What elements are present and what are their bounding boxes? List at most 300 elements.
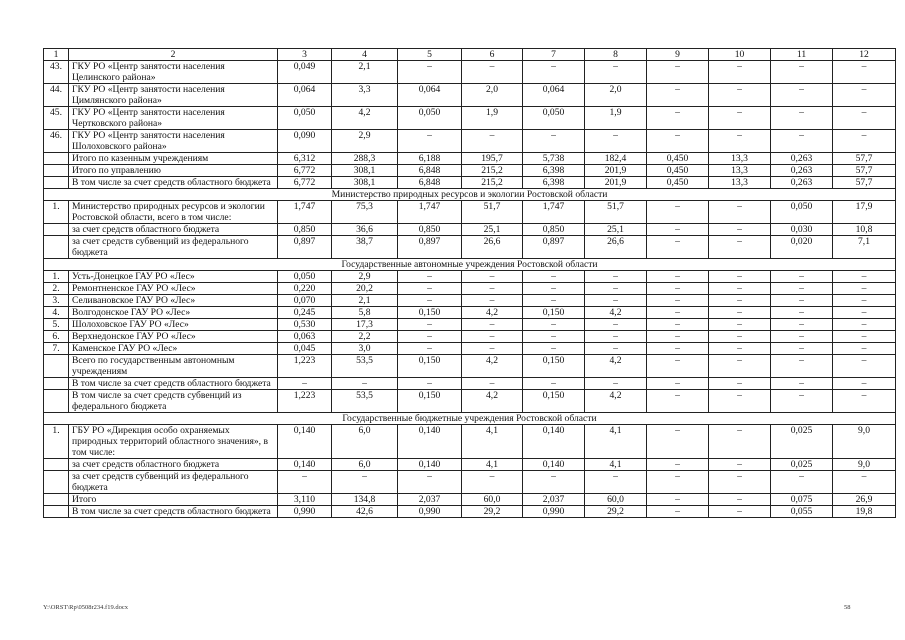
row-number: 1.	[44, 425, 69, 459]
value-cell: 3,3	[332, 84, 398, 107]
row-number: 5.	[44, 319, 69, 331]
value-cell: 10,8	[833, 224, 896, 236]
value-cell: 4,2	[462, 390, 523, 413]
value-cell: 75,3	[332, 201, 398, 224]
row-number: 45.	[44, 107, 69, 130]
value-cell: –	[709, 471, 771, 494]
value-cell: 0,990	[523, 506, 585, 518]
value-cell: –	[647, 319, 709, 331]
value-cell: 0,050	[771, 201, 833, 224]
value-cell: –	[709, 295, 771, 307]
table-row	[44, 295, 896, 307]
row-label: В том числе за счет средств областного бюджета	[69, 506, 278, 518]
value-cell: –	[771, 471, 833, 494]
value-cell: 0,050	[398, 107, 462, 130]
value-cell: –	[398, 331, 462, 343]
value-cell: –	[398, 343, 462, 355]
value-cell: –	[647, 459, 709, 471]
row-label: ГКУ РО «Центр занятости населения Шолоховского района»	[69, 130, 278, 153]
value-cell: 4,2	[585, 307, 647, 319]
value-cell: 6,848	[398, 177, 462, 189]
value-cell: –	[771, 307, 833, 319]
value-cell: 6,312	[278, 153, 332, 165]
value-cell: 0,850	[278, 224, 332, 236]
value-cell: –	[771, 331, 833, 343]
table-row	[44, 84, 896, 107]
value-cell: –	[398, 283, 462, 295]
value-cell: –	[523, 343, 585, 355]
section-row	[44, 259, 896, 271]
value-cell: 1,747	[398, 201, 462, 224]
value-cell: –	[398, 295, 462, 307]
value-cell: 215,2	[462, 177, 523, 189]
value-cell: 0,150	[398, 390, 462, 413]
value-cell: –	[462, 271, 523, 283]
header-cell: 3	[278, 49, 332, 61]
value-cell: 2,9	[332, 271, 398, 283]
value-cell: 1,747	[523, 201, 585, 224]
value-cell: 3,0	[332, 343, 398, 355]
value-cell: 5,738	[523, 153, 585, 165]
value-cell: 0,245	[278, 307, 332, 319]
row-label: Каменское ГАУ РО «Лес»	[69, 343, 278, 355]
value-cell: 4,1	[462, 459, 523, 471]
value-cell: –	[833, 319, 896, 331]
value-cell: 0,025	[771, 425, 833, 459]
value-cell: 38,7	[332, 236, 398, 259]
value-cell: –	[771, 343, 833, 355]
row-label: Верхнедонское ГАУ РО «Лес»	[69, 331, 278, 343]
value-cell: –	[771, 355, 833, 378]
value-cell: –	[278, 471, 332, 494]
value-cell: 51,7	[585, 201, 647, 224]
table-row	[44, 236, 896, 259]
value-cell: 2,037	[398, 494, 462, 506]
value-cell: 308,1	[332, 177, 398, 189]
value-cell: –	[833, 283, 896, 295]
value-cell: –	[709, 459, 771, 471]
table-row	[44, 331, 896, 343]
row-number	[44, 165, 69, 177]
row-label: В том числе за счет средств областного бюджета	[69, 378, 278, 390]
header-cell: 6	[462, 49, 523, 61]
table-row	[44, 319, 896, 331]
value-cell: –	[709, 130, 771, 153]
value-cell: 0,045	[278, 343, 332, 355]
value-cell: 17,3	[332, 319, 398, 331]
value-cell: –	[647, 506, 709, 518]
value-cell: –	[771, 295, 833, 307]
value-cell: 288,3	[332, 153, 398, 165]
table-row	[44, 61, 896, 84]
header-cell: 12	[833, 49, 896, 61]
value-cell: –	[647, 331, 709, 343]
header-cell: 1	[44, 49, 69, 61]
value-cell: –	[585, 331, 647, 343]
row-label: Итого по управлению	[69, 165, 278, 177]
value-cell: 0,450	[647, 165, 709, 177]
row-label: ГКУ РО «Центр занятости населения Целинского района»	[69, 61, 278, 84]
value-cell: –	[771, 61, 833, 84]
table-body	[44, 49, 896, 518]
value-cell: –	[398, 130, 462, 153]
table-row	[44, 283, 896, 295]
value-cell: 0,050	[523, 107, 585, 130]
value-cell: –	[709, 343, 771, 355]
value-cell: 25,1	[462, 224, 523, 236]
value-cell: –	[647, 307, 709, 319]
value-cell: –	[398, 61, 462, 84]
table-row	[44, 471, 896, 494]
value-cell: –	[709, 236, 771, 259]
value-cell: –	[523, 471, 585, 494]
value-cell: 0,050	[278, 107, 332, 130]
table-row	[44, 177, 896, 189]
value-cell: 0,263	[771, 177, 833, 189]
value-cell: –	[462, 319, 523, 331]
value-cell: 6,398	[523, 165, 585, 177]
value-cell: –	[398, 319, 462, 331]
value-cell: 6,772	[278, 177, 332, 189]
row-label: Ремонтненское ГАУ РО «Лес»	[69, 283, 278, 295]
value-cell: 9,0	[833, 425, 896, 459]
value-cell: 9,0	[833, 459, 896, 471]
value-cell: 0,990	[278, 506, 332, 518]
table-row	[44, 271, 896, 283]
value-cell: –	[585, 130, 647, 153]
table-row	[44, 201, 896, 224]
value-cell: 0,990	[398, 506, 462, 518]
value-cell: –	[585, 283, 647, 295]
value-cell: 60,0	[585, 494, 647, 506]
value-cell: –	[523, 61, 585, 84]
header-cell: 11	[771, 49, 833, 61]
value-cell: –	[585, 343, 647, 355]
header-cell: 8	[585, 49, 647, 61]
value-cell: –	[771, 283, 833, 295]
value-cell: –	[709, 61, 771, 84]
row-number	[44, 471, 69, 494]
value-cell: –	[709, 84, 771, 107]
value-cell: –	[833, 271, 896, 283]
value-cell: –	[523, 331, 585, 343]
value-cell: 26,9	[833, 494, 896, 506]
value-cell: 1,9	[462, 107, 523, 130]
value-cell: –	[585, 295, 647, 307]
value-cell: 0,450	[647, 153, 709, 165]
value-cell: 0,150	[398, 355, 462, 378]
value-cell: –	[833, 378, 896, 390]
value-cell: –	[647, 283, 709, 295]
row-label: В том числе за счет средств областного бюджета	[69, 177, 278, 189]
value-cell: 6,772	[278, 165, 332, 177]
value-cell: 0,850	[523, 224, 585, 236]
row-number: 46.	[44, 130, 69, 153]
value-cell: 0,020	[771, 236, 833, 259]
value-cell: 0,450	[647, 177, 709, 189]
row-label: ГКУ РО «Центр занятости населения Цимлянского района»	[69, 84, 278, 107]
value-cell: –	[647, 130, 709, 153]
row-number	[44, 236, 69, 259]
value-cell: 0,140	[523, 425, 585, 459]
value-cell: –	[462, 331, 523, 343]
value-cell: 0,897	[523, 236, 585, 259]
value-cell: –	[462, 295, 523, 307]
value-cell: 0,897	[398, 236, 462, 259]
value-cell: 0,150	[523, 355, 585, 378]
value-cell: 26,6	[462, 236, 523, 259]
value-cell: –	[833, 307, 896, 319]
table-row	[44, 390, 896, 413]
row-number: 4.	[44, 307, 69, 319]
value-cell: –	[647, 271, 709, 283]
table-row	[44, 343, 896, 355]
table-row	[44, 224, 896, 236]
value-cell: 2,0	[585, 84, 647, 107]
row-label: Селивановское ГАУ РО «Лес»	[69, 295, 278, 307]
value-cell: 308,1	[332, 165, 398, 177]
value-cell: –	[523, 378, 585, 390]
value-cell: 6,0	[332, 425, 398, 459]
value-cell: 0,530	[278, 319, 332, 331]
value-cell: 17,9	[833, 201, 896, 224]
value-cell: 182,4	[585, 153, 647, 165]
value-cell: –	[523, 130, 585, 153]
value-cell: 1,223	[278, 355, 332, 378]
row-number	[44, 378, 69, 390]
row-label: Шолоховское ГАУ РО «Лес»	[69, 319, 278, 331]
value-cell: 2,1	[332, 61, 398, 84]
value-cell: –	[398, 471, 462, 494]
value-cell: –	[585, 61, 647, 84]
value-cell: –	[647, 295, 709, 307]
row-number: 3.	[44, 295, 69, 307]
row-label: Всего по государственным автономным учреждениям	[69, 355, 278, 378]
table-row	[44, 130, 896, 153]
value-cell: 0,140	[523, 459, 585, 471]
value-cell: 0,897	[278, 236, 332, 259]
value-cell: 53,5	[332, 390, 398, 413]
row-number: 1.	[44, 201, 69, 224]
value-cell: 57,7	[833, 177, 896, 189]
table-row	[44, 425, 896, 459]
header-cell: 10	[709, 49, 771, 61]
header-cell: 7	[523, 49, 585, 61]
value-cell: –	[709, 425, 771, 459]
value-cell: 0,064	[278, 84, 332, 107]
value-cell: –	[462, 471, 523, 494]
value-cell: –	[523, 283, 585, 295]
value-cell: –	[771, 130, 833, 153]
value-cell: –	[523, 271, 585, 283]
row-number	[44, 177, 69, 189]
table-row	[44, 153, 896, 165]
value-cell: 0,075	[771, 494, 833, 506]
value-cell: –	[771, 319, 833, 331]
value-cell: 29,2	[585, 506, 647, 518]
value-cell: –	[647, 84, 709, 107]
value-cell: –	[647, 236, 709, 259]
value-cell: –	[709, 224, 771, 236]
value-cell: –	[585, 271, 647, 283]
value-cell: –	[462, 130, 523, 153]
value-cell: 0,064	[398, 84, 462, 107]
value-cell: 2,2	[332, 331, 398, 343]
value-cell: 2,0	[462, 84, 523, 107]
value-cell: 6,848	[398, 165, 462, 177]
value-cell: 195,7	[462, 153, 523, 165]
value-cell: –	[709, 283, 771, 295]
value-cell: 20,2	[332, 283, 398, 295]
value-cell: 13,3	[709, 165, 771, 177]
value-cell: –	[462, 343, 523, 355]
value-cell: 29,2	[462, 506, 523, 518]
value-cell: 4,2	[585, 355, 647, 378]
value-cell: –	[833, 390, 896, 413]
value-cell: 4,1	[585, 425, 647, 459]
row-number	[44, 390, 69, 413]
header-cell: 4	[332, 49, 398, 61]
value-cell: –	[833, 295, 896, 307]
row-label: Итого по казенным учреждениям	[69, 153, 278, 165]
value-cell: 0,090	[278, 130, 332, 153]
header-cell: 9	[647, 49, 709, 61]
value-cell: 4,1	[585, 459, 647, 471]
value-cell: –	[647, 378, 709, 390]
row-label: Волгодонское ГАУ РО «Лес»	[69, 307, 278, 319]
row-label: за счет средств субвенций из федерального бюджета	[69, 471, 278, 494]
row-label: ГКУ РО «Центр занятости населения Чертковского района»	[69, 107, 278, 130]
value-cell: 0,063	[278, 331, 332, 343]
value-cell: 0,140	[278, 425, 332, 459]
value-cell: –	[647, 61, 709, 84]
value-cell: –	[647, 390, 709, 413]
value-cell: –	[398, 378, 462, 390]
row-label: за счет средств субвенций из федерального бюджета	[69, 236, 278, 259]
row-number: 44.	[44, 84, 69, 107]
value-cell: –	[833, 343, 896, 355]
row-number: 7.	[44, 343, 69, 355]
value-cell: –	[585, 471, 647, 494]
value-cell: –	[647, 201, 709, 224]
value-cell: –	[462, 378, 523, 390]
row-number	[44, 506, 69, 518]
value-cell: –	[647, 224, 709, 236]
value-cell: –	[398, 271, 462, 283]
value-cell: 0,140	[398, 425, 462, 459]
value-cell: –	[585, 378, 647, 390]
value-cell: 0,070	[278, 295, 332, 307]
value-cell: –	[709, 390, 771, 413]
value-cell: –	[523, 319, 585, 331]
header-cell: 2	[69, 49, 278, 61]
value-cell: 42,6	[332, 506, 398, 518]
value-cell: –	[332, 378, 398, 390]
value-cell: –	[709, 307, 771, 319]
table-row	[44, 494, 896, 506]
row-label: за счет средств областного бюджета	[69, 459, 278, 471]
value-cell: 53,5	[332, 355, 398, 378]
value-cell: 0,150	[523, 390, 585, 413]
value-cell: 0,055	[771, 506, 833, 518]
value-cell: 25,1	[585, 224, 647, 236]
value-cell: 7,1	[833, 236, 896, 259]
value-cell: 1,9	[585, 107, 647, 130]
value-cell: 0,263	[771, 165, 833, 177]
value-cell: 4,2	[462, 355, 523, 378]
value-cell: 215,2	[462, 165, 523, 177]
section-title: Министерство природных ресурсов и экологии Ростовской области	[44, 189, 896, 201]
value-cell: 1,223	[278, 390, 332, 413]
value-cell: –	[771, 107, 833, 130]
value-cell: –	[771, 378, 833, 390]
value-cell: –	[709, 319, 771, 331]
value-cell: 6,188	[398, 153, 462, 165]
header-row	[44, 49, 896, 61]
value-cell: 51,7	[462, 201, 523, 224]
value-cell: 36,6	[332, 224, 398, 236]
value-cell: –	[709, 355, 771, 378]
value-cell: –	[647, 494, 709, 506]
value-cell: 13,3	[709, 177, 771, 189]
table-row	[44, 107, 896, 130]
value-cell: 134,8	[332, 494, 398, 506]
value-cell: –	[462, 283, 523, 295]
value-cell: –	[332, 471, 398, 494]
row-label: В том числе за счет средств субвенций из федерального бюджета	[69, 390, 278, 413]
value-cell: –	[771, 271, 833, 283]
row-number	[44, 459, 69, 471]
value-cell: 0,049	[278, 61, 332, 84]
value-cell: –	[833, 61, 896, 84]
value-cell: –	[709, 271, 771, 283]
section-row	[44, 189, 896, 201]
value-cell: –	[833, 107, 896, 130]
value-cell: 0,263	[771, 153, 833, 165]
value-cell: 5,8	[332, 307, 398, 319]
value-cell: 0,850	[398, 224, 462, 236]
value-cell: 0,030	[771, 224, 833, 236]
value-cell: –	[833, 84, 896, 107]
value-cell: –	[523, 295, 585, 307]
value-cell: –	[833, 471, 896, 494]
row-number	[44, 494, 69, 506]
table-row	[44, 378, 896, 390]
value-cell: –	[709, 506, 771, 518]
value-cell: 60,0	[462, 494, 523, 506]
section-title: Государственные бюджетные учреждения Ростовской области	[44, 413, 896, 425]
row-number: 43.	[44, 61, 69, 84]
value-cell: –	[771, 390, 833, 413]
value-cell: 0,064	[523, 84, 585, 107]
value-cell: 4,1	[462, 425, 523, 459]
value-cell: 3,110	[278, 494, 332, 506]
value-cell: –	[647, 471, 709, 494]
value-cell: –	[462, 61, 523, 84]
table-row	[44, 307, 896, 319]
value-cell: 201,9	[585, 177, 647, 189]
value-cell: 201,9	[585, 165, 647, 177]
value-cell: –	[585, 319, 647, 331]
row-label: Итого	[69, 494, 278, 506]
row-number: 6.	[44, 331, 69, 343]
value-cell: 4,2	[332, 107, 398, 130]
value-cell: –	[709, 378, 771, 390]
value-cell: –	[647, 425, 709, 459]
value-cell: 4,2	[462, 307, 523, 319]
value-cell: 26,6	[585, 236, 647, 259]
row-number: 1.	[44, 271, 69, 283]
